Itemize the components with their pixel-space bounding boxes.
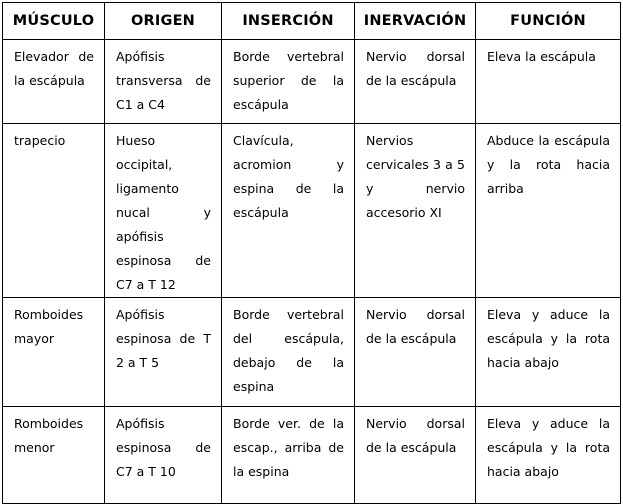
cell-inervacion-text: Nervios cervicales 3 a 5 y nervio accesorio XI	[366, 133, 465, 220]
header-insercion: INSERCIÓN	[222, 3, 355, 40]
table-row	[3, 298, 621, 407]
table-row	[3, 40, 621, 124]
cell-funcion-text: Eleva la escápula	[487, 49, 596, 64]
header-inervacion: INERVACIÓN	[355, 3, 476, 40]
cell-inervacion-text: Nervio dorsal de la escápula	[366, 416, 465, 455]
cell-funcion	[476, 40, 621, 124]
cell-funcion	[476, 124, 621, 298]
cell-musculo	[3, 40, 105, 124]
cell-origen	[105, 40, 222, 124]
cell-musculo	[3, 298, 105, 407]
cell-funcion-text: Eleva y aduce la escápula y la rota hacia abajo	[487, 416, 610, 479]
table-row	[3, 124, 621, 298]
cell-insercion	[222, 124, 355, 298]
cell-origen-text: Apófisis espinosa de T 2 a T 5	[116, 307, 211, 370]
cell-funcion-text: Eleva y aduce la escápula y la rota hacia abajo	[487, 307, 610, 370]
cell-origen-text: Apófisis espinosa de C7 a T 10	[116, 416, 211, 479]
cell-insercion	[222, 40, 355, 124]
cell-musculo-text: Elevador de la escápula	[14, 49, 94, 88]
header-funcion: FUNCIÓN	[476, 3, 621, 40]
cell-musculo-text: Romboides menor	[14, 416, 84, 455]
cell-musculo	[3, 124, 105, 298]
cell-musculo-text: trapecio	[14, 133, 66, 148]
cell-inervacion	[355, 40, 476, 124]
cell-origen	[105, 124, 222, 298]
cell-insercion-text: Clavícula, acromion y espina de la escápula	[233, 133, 344, 220]
header-origen: ORIGEN	[105, 3, 222, 40]
cell-musculo-text: Romboides mayor	[14, 307, 84, 346]
cell-inervacion	[355, 298, 476, 407]
cell-insercion-text: Borde vertebral superior de la escápula	[233, 49, 344, 112]
cell-origen	[105, 298, 222, 407]
cell-inervacion-text: Nervio dorsal de la escápula	[366, 307, 465, 346]
cell-inervacion-text: Nervio dorsal de la escápula	[366, 49, 465, 88]
cell-origen-text: Hueso occipital, ligamento nucal y apófisis espinosa de C7 a T 12	[116, 133, 211, 292]
header-row	[3, 3, 621, 40]
cell-inervacion	[355, 124, 476, 298]
muscle-table	[2, 2, 621, 504]
header-musculo: MÚSCULO	[3, 3, 105, 40]
cell-origen-text: Apófisis transversa de C1 a C4	[116, 49, 211, 112]
cell-insercion	[222, 298, 355, 407]
cell-insercion-text: Borde ver. de la escap., arriba de la espina	[233, 416, 344, 479]
cell-funcion-text: Abduce la escápula y la rota hacia arriba	[487, 133, 610, 196]
cell-funcion	[476, 298, 621, 407]
cell-insercion-text: Borde vertebral del escápula, debajo de la espina	[233, 307, 344, 394]
